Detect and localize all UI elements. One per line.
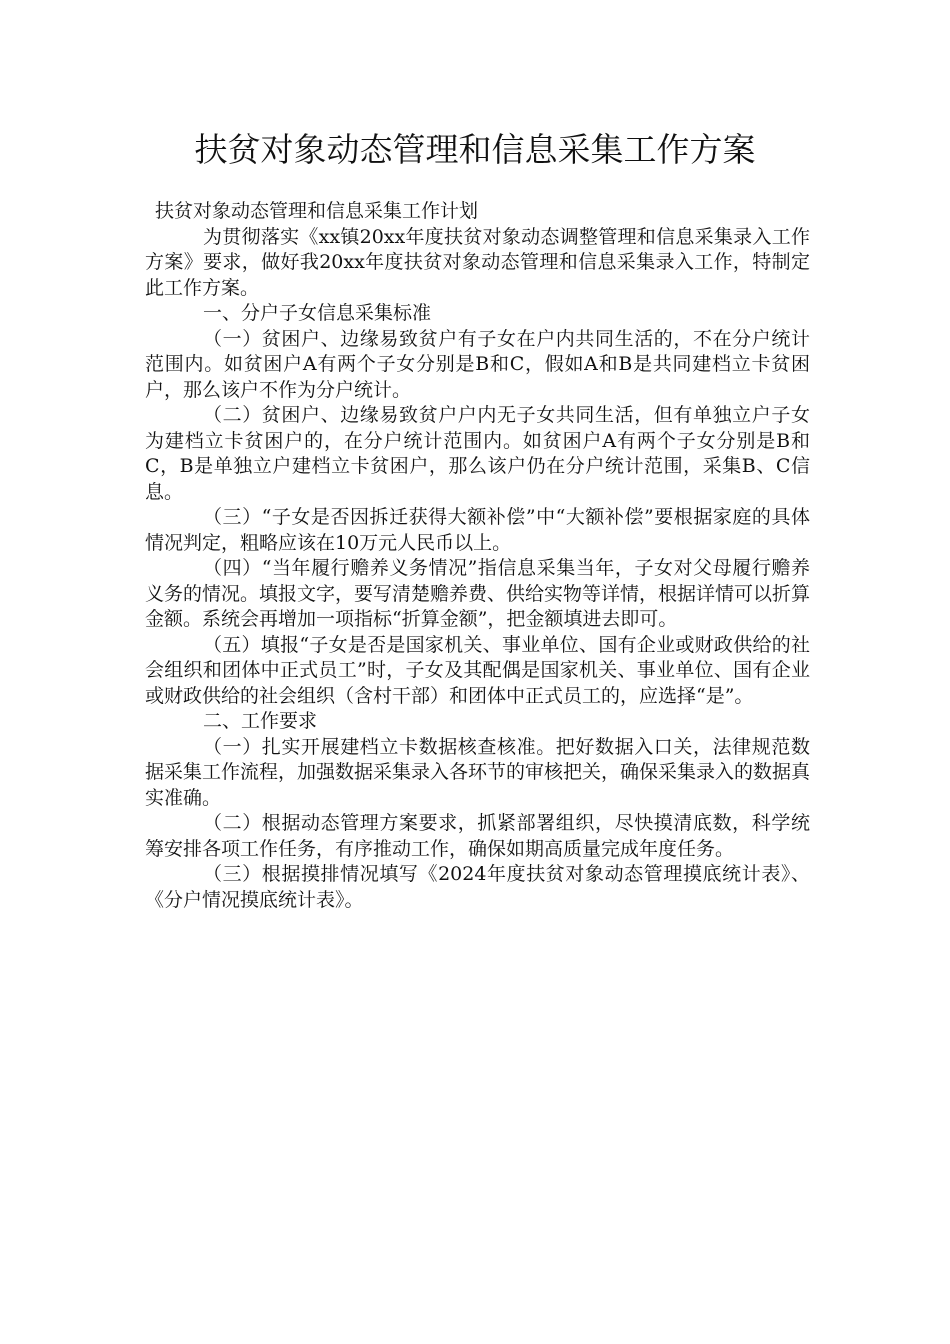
paragraph-1-1: （一）贫困户、边缘易致贫户有子女在户内共同生活的，不在分户统计范围内。如贫困户A有两个子女分别是B和C，假如A和B是共同建档立卡贫困户，那么该户不作为分户统计。 [145, 327, 810, 401]
document-title: 扶贫对象动态管理和信息采集工作方案 [194, 130, 756, 169]
paragraph-1-2: （二）贫困户、边缘易致贫户户内无子女共同生活，但有单独立户子女为建档立卡贫困户的，在分户统计范围内。如贫困户A有两个子女分别是B和C，B是单独立户建档立卡贫困户，那么该户仍在分户统计范围，采集B、C信息。 [145, 404, 810, 503]
paragraph-1-5: （五）填报“子女是否是国家机关、事业单位、国有企业或财政供给的社会组织和团体中正式员工”时，子女及其配偶是国家机关、事业单位、国有企业或财政供给的社会组织（含村干部）和团体中正式员工的，应选择“是”。 [145, 633, 810, 707]
paragraph-1-3: （三）“子女是否因拆迁获得大额补偿”中“大额补偿”要根据家庭的具体情况判定，粗略应该在10万元人民币以上。 [145, 506, 810, 554]
paragraph-2-1: （一）扎实开展建档立卡数据核查核准。把好数据入口关，法律规范数据采集工作流程，加强数据采集录入各环节的审核把关，确保采集录入的数据真实准确。 [145, 735, 811, 809]
section-heading-1: 一、分户子女信息采集标准 [203, 302, 432, 324]
document-subtitle: 扶贫对象动态管理和信息采集工作计划 [155, 200, 479, 222]
paragraph-2-2: （二）根据动态管理方案要求，抓紧部署组织，尽快摸清底数，科学统筹安排各项工作任务，有序推动工作，确保如期高质量完成年度任务。 [145, 812, 810, 860]
paragraph-2-3: （三）根据摸排情况填写《2024年度扶贫对象动态管理摸底统计表》、《分户情况摸底统计表》。 [145, 863, 810, 911]
paragraph-1-4: （四）“当年履行赡养义务情况”指信息采集当年，子女对父母履行赡养义务的情况。填报文字，要写清楚赡养费、供给实物等详情，根据详情可以折算金额。系统会再增加一项指标“折算金额”，把金额填进去即可。 [145, 557, 811, 630]
section-heading-2: 二、工作要求 [203, 710, 318, 732]
paragraph-intro: 为贯彻落实《xx镇20xx年度扶贫对象动态调整管理和信息采集录入工作方案》要求，做好我20xx年度扶贫对象动态管理和信息采集录入工作，特制定此工作方案。 [145, 225, 810, 299]
document-body [145, 199, 810, 913]
